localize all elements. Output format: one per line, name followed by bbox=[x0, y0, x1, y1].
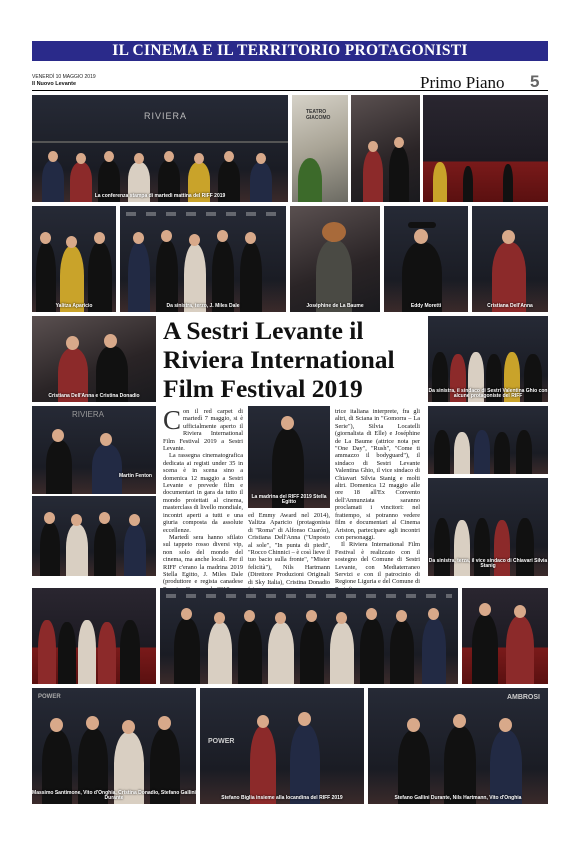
col1-paragraph-3: Martedì sera hanno sfilato sul tappeto rosso diversi vip, non solo del mondo del cinema, ma anche locali. Per il RIFF c'erano la madrina 2019 Stella Egitto, J. Miles Dale (produttore e regista canadese bbox=[163, 533, 243, 586]
photo-moretti bbox=[384, 206, 468, 312]
caption-dale: Da sinistra, terzo, J. Miles Dale bbox=[166, 303, 240, 310]
caption-josephine: Joséphine de La Baume bbox=[306, 303, 364, 310]
backdrop-power-text-2: POWER bbox=[208, 738, 235, 745]
col3-paragraph-2: Il Riviera International Film Festival è realizzato con il sostegno del Comune di Sestri Levante, con Mediaterraneo Servizi e con il patrocinio di Regione Liguria e del Comune di bbox=[335, 541, 420, 586]
issue-date: VENERDÌ 10 MAGGIO 2019 bbox=[32, 74, 96, 80]
caption-martin: Martin Fenton bbox=[118, 473, 152, 480]
caption-dellanna-donadio: Cristiana Dell'Anna e Cristina Donadio bbox=[48, 393, 140, 400]
caption-gallini: Stefano Gallini Durante, Nils Hartmann, Vito d'Onghia bbox=[394, 795, 522, 802]
backdrop-teatro-text: TEATRO GIACOMO bbox=[306, 109, 331, 121]
col3-paragraph-1: trice italiana interprete, fra gli altri, di Sciana in "Gomorra – La Serie"), Silvia Locatelli (giornalista di Elle) e Joséphine de La Baume (attrice nota per "One Day", "Rush", "Come ti ammazzo il bodyguard"), il sindaco di Sestri Levante Valentina Ghio, il vice sindaco di Chiavari Silvia Stanig e molti altri. Domenica 12 maggio alle ore 18 all'Ex Convento dell'Annunziata saranno proclamati i vincitori: nel frattempo, si potranno vedere film e documentari al Cinema Ariston, partecipare agli incontri con personaggi. bbox=[335, 408, 420, 541]
photo-group-left bbox=[32, 496, 156, 576]
photo-couple-entrance bbox=[351, 95, 420, 202]
photo-josephine bbox=[290, 206, 380, 312]
caption-stanig: Da sinistra, terza, il vice sindaco di Chiavari Silvia Stanig bbox=[428, 557, 548, 570]
photo-stella-egitto bbox=[248, 406, 330, 508]
photo-dellanna bbox=[472, 206, 548, 312]
article-column-2 bbox=[248, 512, 330, 586]
backdrop-riviera-text: RIVIERA bbox=[144, 111, 188, 121]
photo-sindaco-group bbox=[428, 316, 548, 402]
photo-yalitza bbox=[32, 206, 116, 312]
article-column-1 bbox=[163, 405, 243, 586]
caption-sindaco: Da sinistra, il sindaco di Sestri Valentina Ghio con alcune protagoniste del RIFF bbox=[428, 387, 548, 400]
caption-egitto: La madrina del RIFF 2019 Stella Egitto bbox=[251, 493, 327, 506]
photo-red-carpet-hall bbox=[423, 95, 548, 202]
caption-moretti: Eddy Moretti bbox=[410, 303, 442, 310]
photo-press-conference bbox=[32, 95, 288, 202]
col1-paragraph-1: on il red carpet di martedì 7 maggio, si è ufficialmente aperto il Riviera International Film Festival 2019 a Sestri Levante. bbox=[163, 408, 243, 453]
caption-press-conference: La conferenza stampa di martedì mattina del RIFF 2019 bbox=[94, 193, 226, 200]
col1-paragraph-2: La rassegna cinematografica dedicata ai registi under 35 in scena è in scena sino a domenica 12 maggio a Sestri Levante e prevede film e documentari in gara da tutto il mondo proiettati al cinema, masterclass di livello mondiale, incontri aperti a tutti e una giuria composta da assolute eccellenze. bbox=[163, 452, 243, 534]
caption-yalitza: Yalitza Aparicio bbox=[55, 303, 93, 310]
backdrop-ambrosi-text: AMBROSI bbox=[506, 694, 540, 701]
page-number: 5 bbox=[530, 72, 540, 91]
photo-right-upper bbox=[428, 406, 548, 474]
photo-dale-group bbox=[120, 206, 286, 312]
newspaper-name: Il Nuovo Levante bbox=[32, 81, 77, 87]
photo-gallini bbox=[368, 688, 548, 804]
col2-paragraph-1: ed Emmy Award nel 2014), Yalitza Aparicio (protagonista di "Roma" di Alfonso Cuarón), Cristiana Dell'Anna ("Unposto al sole", "In punta di piedi", "Rocco Chinnici – è così lieve il tuo bacio sulla fronte", "Mister felicità"), Nils Hartmann (Direttore Produzioni Originali di Sky Italia), Cristina Donadio bbox=[248, 512, 330, 586]
photo-large-group bbox=[160, 588, 458, 684]
backdrop-power-text: POWER bbox=[38, 694, 61, 700]
caption-santimone: Massimo Santimone, Vito d'Onghia, Cristina Donadio, Stefano Gallini Durante bbox=[32, 789, 196, 802]
backdrop-riviera-small: RIVIERA bbox=[72, 410, 105, 419]
photo-women-group bbox=[32, 588, 156, 684]
article-headline: A Sestri Levante il Riviera International Film Festival 2019 bbox=[163, 316, 395, 403]
caption-biglia: Stefano Biglia insieme alla locandina del RIFF 2019 bbox=[221, 795, 343, 802]
photo-santimone-group bbox=[32, 688, 196, 804]
photo-dellanna-donadio bbox=[32, 316, 156, 402]
section-title: Primo Piano bbox=[420, 73, 505, 92]
photo-martin-fenton bbox=[32, 406, 156, 494]
photo-teatro-sign bbox=[292, 95, 348, 202]
article-column-3 bbox=[335, 408, 420, 584]
section-banner: IL CINEMA E IL TERRITORIO PROTAGONISTI bbox=[32, 41, 548, 61]
dropcap: C bbox=[163, 405, 182, 435]
photo-stanig bbox=[428, 478, 548, 576]
caption-dellanna: Cristiana Dell'Anna bbox=[487, 303, 533, 310]
photo-biglia bbox=[200, 688, 364, 804]
photo-couple-right bbox=[462, 588, 548, 684]
